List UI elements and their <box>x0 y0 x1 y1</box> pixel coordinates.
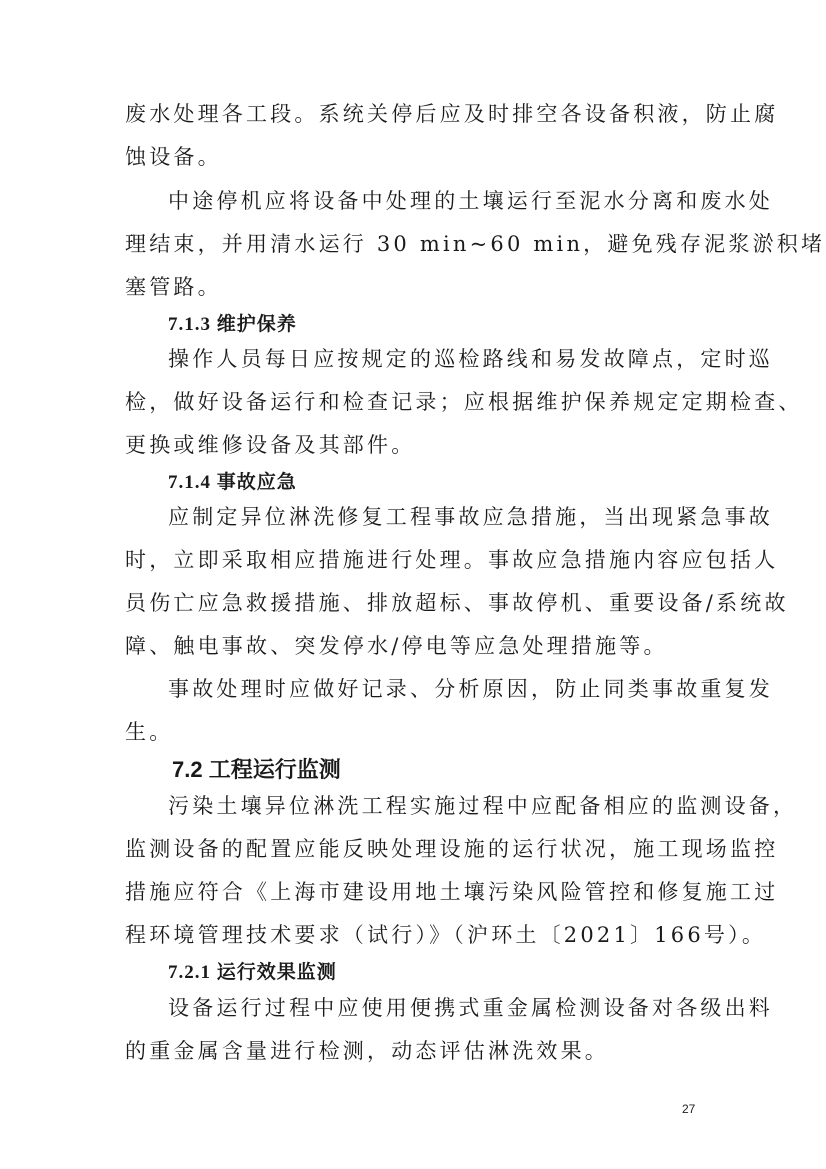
paragraph-line: 检，做好设备运行和检查记录；应根据维护保养规定定期检查、 <box>125 390 803 414</box>
paragraph-line: 时，立即采取相应措施进行处理。事故应急措施内容应包括人 <box>125 548 779 572</box>
paragraph-line: 的重金属含量进行检测，动态评估淋洗效果。 <box>125 1039 609 1063</box>
paragraph-line: 污染土壤异位淋洗工程实施过程中应配备相应的监测设备， <box>168 794 798 818</box>
paragraph-line: 措施应符合《上海市建设用地土壤污染风险管控和修复施工过 <box>125 880 779 904</box>
paragraph-line: 中途停机应将设备中处理的土壤运行至泥水分离和废水处 <box>168 189 773 213</box>
paragraph-line: 应制定异位淋洗修复工程事故应急措施，当出现紧急事故 <box>168 505 773 529</box>
paragraph-line: 塞管路。 <box>125 275 222 299</box>
paragraph-line: 员伤亡应急救援措施、排放超标、事故停机、重要设备/系统故 <box>125 591 789 615</box>
paragraph-line: 理结束，并用清水运行 30 min~60 min，避免残存泥浆淤积堵 <box>125 232 826 256</box>
chapter-heading: 7.2 工程运行监测 <box>172 757 341 782</box>
paragraph-line: 障、触电事故、突发停水/停电等应急处理措施等。 <box>125 634 668 658</box>
section-heading: 7.2.1 运行效果监测 <box>168 962 337 983</box>
paragraph-line: 生。 <box>125 720 174 744</box>
paragraph-line: 蚀设备。 <box>125 145 222 169</box>
section-heading: 7.1.3 维护保养 <box>168 314 297 335</box>
paragraph-line: 事故处理时应做好记录、分析原因，防止同类事故重复发 <box>168 677 773 701</box>
paragraph-line: 操作人员每日应按规定的巡检路线和易发故障点，定时巡 <box>168 347 773 371</box>
paragraph-line: 废水处理各工段。系统关停后应及时排空各设备积液，防止腐 <box>125 102 779 126</box>
paragraph-line: 监测设备的配置应能反映处理设施的运行状况，施工现场监控 <box>125 837 779 861</box>
section-heading: 7.1.4 事故应急 <box>168 472 297 493</box>
paragraph-line: 程环境管理技术要求（试行）》（沪环土〔2021〕166号）。 <box>125 923 767 947</box>
page-number: 27 <box>682 1102 696 1116</box>
paragraph-line: 设备运行过程中应使用便携式重金属检测设备对各级出料 <box>168 996 773 1020</box>
paragraph-line: 更换或维修设备及其部件。 <box>125 433 416 457</box>
